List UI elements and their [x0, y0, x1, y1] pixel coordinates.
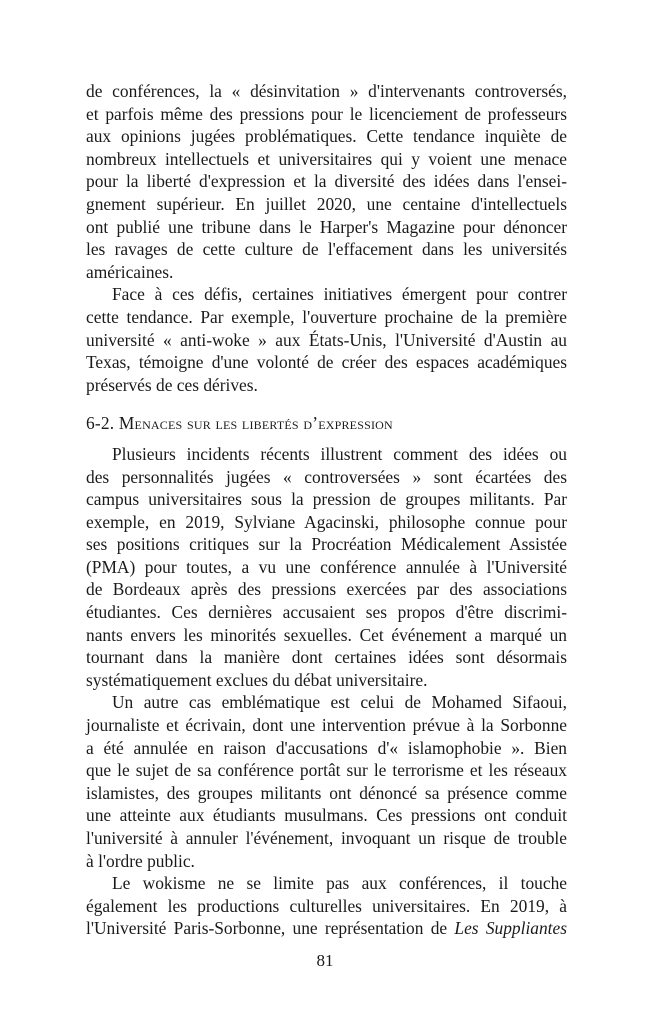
italic-title: Les Suppliantes	[454, 918, 567, 939]
text-line	[86, 917, 567, 940]
text-line: nombreux intellectuels et universitaires qui y voient une menace	[86, 148, 567, 169]
text-line: étudiantes. Ces dernières accusaient ses propos d'être discrimi-	[86, 602, 567, 623]
text-line: que le sujet de sa conférence portât sur le terrorisme et les réseaux	[86, 760, 567, 781]
text-line: campus universitaires sous la pression de groupes militants. Par	[86, 489, 567, 510]
text-line: Face à ces défis, certaines initiatives émergent pour contrer	[112, 284, 567, 305]
text-line: également les productions culturelles universitaires. En 2019, à	[86, 895, 567, 916]
text-line: Un autre cas emblématique est celui de Mohamed Sifaoui,	[112, 692, 567, 713]
text-fragment: l'Université Paris-Sorbonne, une représentation de	[86, 918, 455, 939]
text-line: exemple, en 2019, Sylviane Agacinski, philosophe connue pour	[86, 511, 567, 532]
text-line: américaines.	[86, 261, 174, 282]
paragraph	[86, 80, 567, 283]
text-line: ses positions critiques sur la Procréation Médicalement Assistée	[86, 534, 567, 555]
page-number: 81	[316, 951, 334, 970]
text-line: à l'ordre public.	[86, 850, 195, 871]
text-line: a été annulée en raison d'accusations d'« islamophobie ». Bien	[86, 737, 567, 758]
text-line: les ravages de cette culture de l'effacement dans les universités	[86, 239, 567, 260]
text-line: l'université à annuler l'événement, invoquant un risque de trouble	[86, 828, 567, 848]
text-line: Le wokisme ne se limite pas aux conférences, il touche	[112, 873, 567, 894]
text-line: gnement supérieur. En juillet 2020, une centaine d'intellectuels	[86, 193, 567, 214]
text-line: Texas, témoigne d'une volonté de créer des espaces académiques	[86, 352, 567, 373]
text-line: de Bordeaux après des pressions exercées par des associations	[86, 579, 567, 600]
text-line: systématiquement exclues du débat universitaire.	[86, 669, 428, 690]
text-line: une atteinte aux étudiants musulmans. Ces pressions ont conduit	[86, 805, 567, 826]
paragraph	[86, 872, 567, 940]
text-line: nants envers les minorités sexuelles. Cet événement a marqué un	[86, 624, 567, 645]
text-line: de conférences, la « désinvitation » d'intervenants controversés,	[86, 81, 567, 101]
text-line: Plusieurs incidents récents illustrent comment des idées ou	[112, 443, 567, 464]
paragraph	[86, 283, 567, 396]
text-line: tournant dans la manière dont certaines idées sont désormais	[86, 647, 567, 668]
paragraph	[86, 443, 567, 692]
text-line: cette tendance. Par exemple, l'ouverture prochaine de la première	[86, 306, 567, 327]
text-line: et parfois même des pressions pour le licenciement de professeurs	[86, 103, 567, 124]
text-line: ont publié une tribune dans le Harper's Magazine pour dénoncer	[86, 216, 567, 237]
section-heading: 6-2. Menaces sur les libertés d’expression	[86, 413, 393, 434]
text-line: des personnalités jugées « controversées » sont écartées des	[86, 466, 567, 487]
page-body	[86, 80, 567, 940]
text-line: journaliste et écrivain, dont une intervention prévue à la Sorbonne	[86, 715, 567, 736]
text-line: université « anti-woke » aux États-Unis, l'Université d'Austin au	[86, 329, 567, 350]
text-line: islamistes, des groupes militants ont dénoncé sa présence comme	[86, 782, 567, 803]
text-line: aux opinions jugées problématiques. Cette tendance inquiète de	[86, 126, 567, 147]
text-line: pour la liberté d'expression et la diversité des idées dans l'ensei-	[86, 171, 567, 192]
paragraph	[86, 691, 567, 872]
text-line: (PMA) pour toutes, a vu une conférence annulée à l'Université	[86, 556, 567, 577]
text-line: préservés de ces dérives.	[86, 374, 258, 395]
